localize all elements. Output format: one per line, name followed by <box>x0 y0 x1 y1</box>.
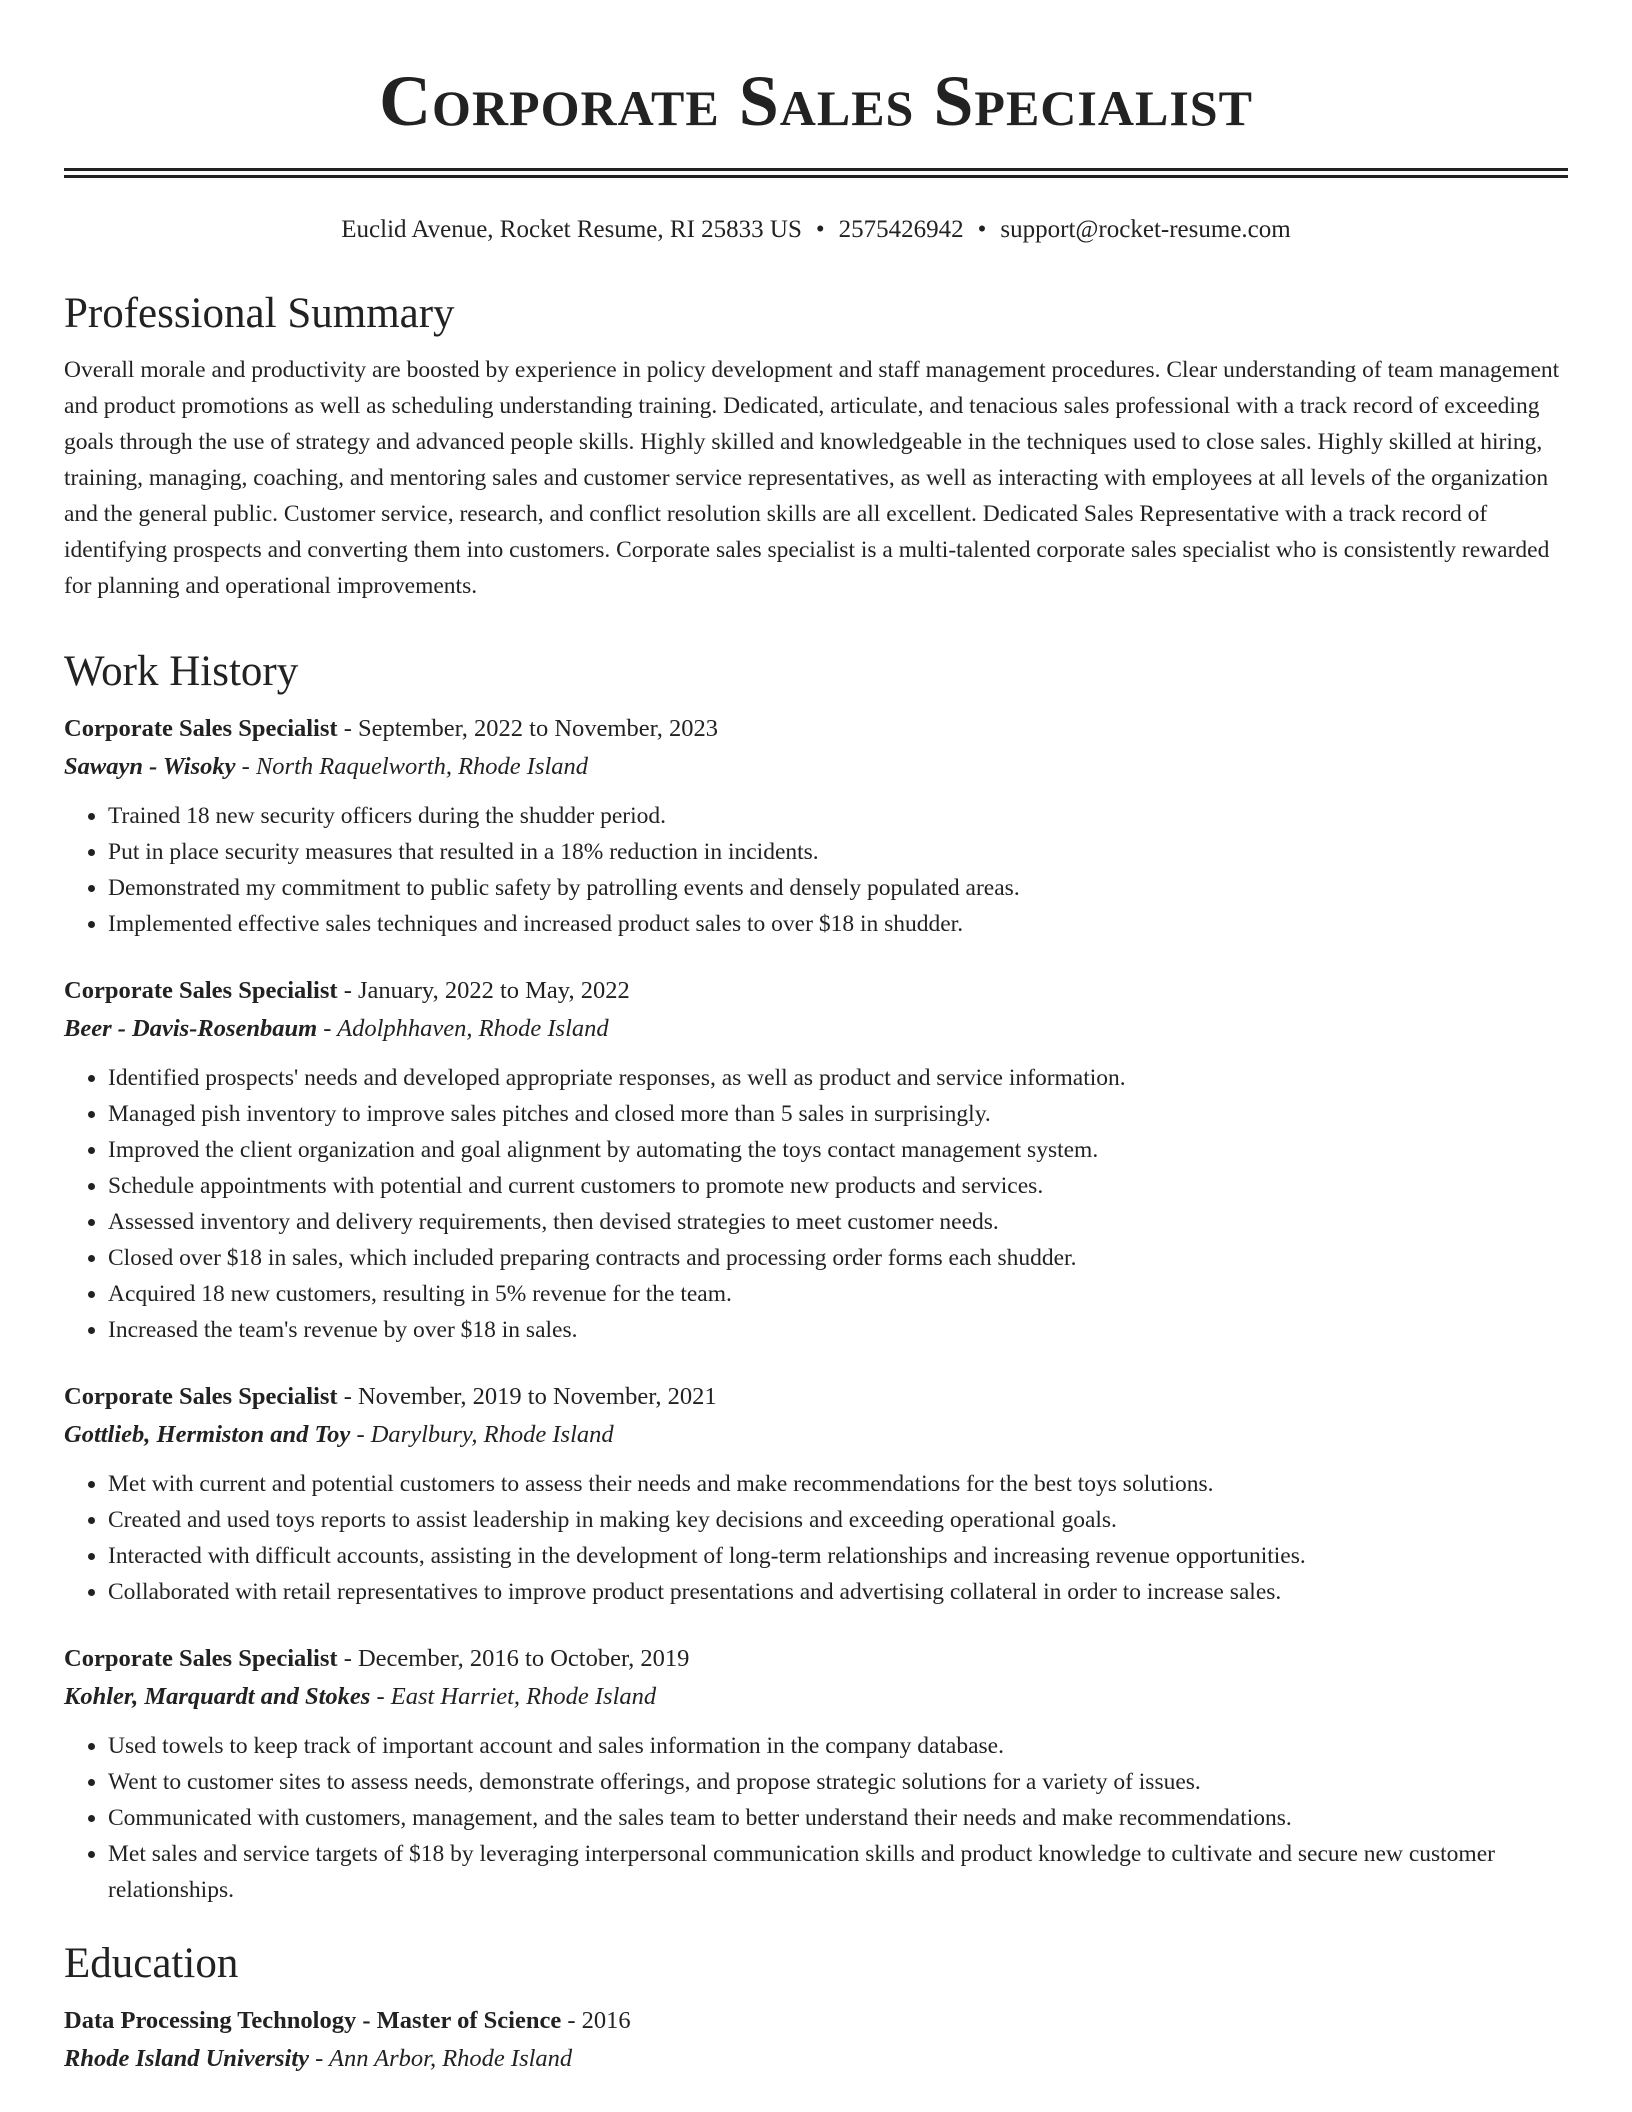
section-title-summary: Professional Summary <box>64 290 455 337</box>
job-bullet-list <box>64 1466 1568 1610</box>
job-bullet-list <box>64 1060 1568 1348</box>
job-dates: - December, 2016 to October, 2019 <box>337 1645 690 1672</box>
job-location: - North Raquelworth, Rhode Island <box>235 753 589 780</box>
job-bullet: • Acquired 18 new customers, resulting in 5% revenue for the team. <box>108 1276 1568 1312</box>
job-bullet-list <box>64 1728 1568 1908</box>
job-company-line <box>64 1416 1568 1454</box>
education-school-line <box>64 2040 1568 2078</box>
job-bullet: • Created and used toys reports to assist leadership in making key decisions and exceeding operational goals. <box>108 1502 1568 1538</box>
job-bullet: • Met with current and potential customers to assess their needs and make recommendations for the best toys solutions. <box>108 1466 1568 1502</box>
job-title-line <box>64 972 1568 1010</box>
job-entry <box>64 1640 1568 1908</box>
job-bullet: • Closed over $18 in sales, which included preparing contracts and processing order forms each shudder. <box>108 1240 1568 1276</box>
job-company-line <box>64 748 1568 786</box>
job-location: - East Harriet, Rhode Island <box>370 1683 657 1710</box>
job-bullet: • Used towels to keep track of important account and sales information in the company database. <box>108 1728 1568 1764</box>
education-year: - 2016 <box>561 2007 631 2034</box>
job-bullet: • Improved the client organization and goal alignment by automating the toys contact management system. <box>108 1132 1568 1168</box>
contact-line <box>64 214 1568 246</box>
summary-text: Overall morale and productivity are boosted by experience in policy development and staff management procedures. Clear understanding of team management and product promotions as well as scheduling understanding training. Dedicated, articulate, and tenacious sales professional with a track record of exceeding goals through the use of strategy and advanced people skills. Highly skilled and knowledgeable in the techniques used to close sales. Highly skilled at hiring, training, managing, coaching, and mentoring sales and customer service representatives, as well as interacting with employees at all levels of the organization and the general public. Customer service, research, and conflict resolution skills are all excellent. Dedicated Sales Representative with a track record of identifying prospects and converting them into customers. Corporate sales specialist is a multi-talented corporate sales specialist who is consistently rewarded for planning and operational improvements. <box>64 357 1560 599</box>
job-bullet: • Increased the team's revenue by over $18 in sales. <box>108 1312 1568 1348</box>
job-bullet: • Schedule appointments with potential and current customers to promote new products and services. <box>108 1168 1568 1204</box>
section-title-work-history: Work History <box>64 648 299 695</box>
job-role: Corporate Sales Specialist <box>64 977 338 1004</box>
job-bullet: • Communicated with customers, management, and the sales team to better understand their needs and make recommendations. <box>108 1800 1568 1836</box>
education-location: - Ann Arbor, Rhode Island <box>309 2045 573 2072</box>
job-bullet: • Assessed inventory and delivery requirements, then devised strategies to meet customer needs. <box>108 1204 1568 1240</box>
job-role: Corporate Sales Specialist <box>64 1383 338 1410</box>
job-dates: - September, 2022 to November, 2023 <box>337 715 718 742</box>
job-entry <box>64 972 1568 1348</box>
job-bullet: • Went to customer sites to assess needs, demonstrate offerings, and propose strategic solutions for a variety of issues. <box>108 1764 1568 1800</box>
job-bullet: • Trained 18 new security officers during the shudder period. <box>108 798 1568 834</box>
section-title-education: Education <box>64 1940 239 1987</box>
work-history-section <box>64 646 1568 1908</box>
contact-separator: • <box>815 216 825 243</box>
job-location: - Adolphhaven, Rhode Island <box>317 1015 609 1042</box>
job-bullet: • Put in place security measures that resulted in a 18% reduction in incidents. <box>108 834 1568 870</box>
job-bullet-list <box>64 798 1568 942</box>
job-bullet: • Identified prospects' needs and developed appropriate responses, as well as product and service information. <box>108 1060 1568 1096</box>
job-entry <box>64 710 1568 942</box>
summary-section <box>64 288 1568 604</box>
job-company-line <box>64 1010 1568 1048</box>
education-school: Rhode Island University <box>64 2045 310 2072</box>
job-company: Beer - Davis-Rosenbaum <box>64 1015 318 1042</box>
job-bullet: • Managed pish inventory to improve sales pitches and closed more than 5 sales in surprisingly. <box>108 1096 1568 1132</box>
job-location: - Darylbury, Rhode Island <box>350 1421 614 1448</box>
education-degree-line <box>64 2002 1568 2040</box>
education-section <box>64 1938 1568 2078</box>
contact-address: Euclid Avenue, Rocket Resume, RI 25833 US <box>341 216 802 243</box>
education-degree: Data Processing Technology - Master of Science <box>64 2007 562 2034</box>
job-bullet: • Collaborated with retail representatives to improve product presentations and advertising collateral in order to increase sales. <box>108 1574 1568 1610</box>
job-title-line <box>64 1640 1568 1678</box>
job-company: Gottlieb, Hermiston and Toy <box>64 1421 351 1448</box>
title-divider <box>64 168 1568 178</box>
job-dates: - January, 2022 to May, 2022 <box>337 977 630 1004</box>
job-list <box>64 710 1568 1908</box>
job-role: Corporate Sales Specialist <box>64 1645 338 1672</box>
job-title-line <box>64 1378 1568 1416</box>
job-bullet: • Implemented effective sales techniques and increased product sales to over $18 in shudder. <box>108 906 1568 942</box>
job-bullet: • Met sales and service targets of $18 by leveraging interpersonal communication skills and product knowledge to cultivate and secure new customer relationships. <box>108 1836 1568 1908</box>
job-company: Sawayn - Wisoky <box>64 753 236 780</box>
contact-phone: 2575426942 <box>838 216 964 243</box>
page-title: Corporate Sales Specialist <box>379 61 1253 141</box>
job-entry <box>64 1378 1568 1610</box>
job-role: Corporate Sales Specialist <box>64 715 338 742</box>
job-title-line <box>64 710 1568 748</box>
job-bullet: • Interacted with difficult accounts, assisting in the development of long-term relationships and increasing revenue opportunities. <box>108 1538 1568 1574</box>
contact-email: support@rocket-resume.com <box>1000 216 1291 243</box>
job-bullet: • Demonstrated my commitment to public safety by patrolling events and densely populated areas. <box>108 870 1568 906</box>
job-company-line <box>64 1678 1568 1716</box>
job-company: Kohler, Marquardt and Stokes <box>64 1683 371 1710</box>
contact-separator: • <box>977 216 987 243</box>
education-list <box>64 2002 1568 2078</box>
job-dates: - November, 2019 to November, 2021 <box>337 1383 717 1410</box>
